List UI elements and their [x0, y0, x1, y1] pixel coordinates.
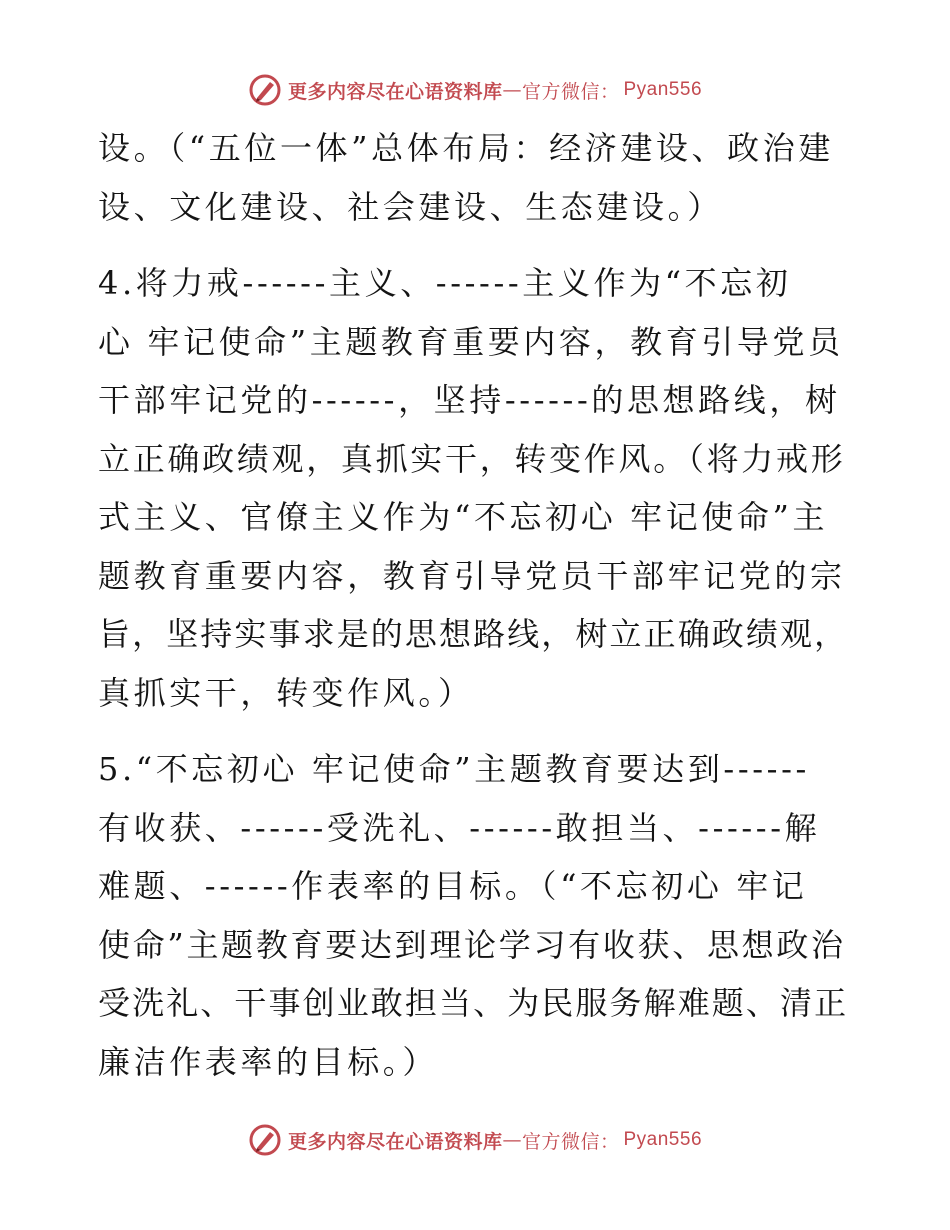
text-line: 4.将力戒------主义、------主义作为“不忘初 — [98, 264, 792, 302]
banner-title: 更多内容尽在心语资料库 — [287, 80, 503, 103]
banner-wechat-id: Pyan556 — [623, 79, 703, 100]
text-line: 设。（“五位一体”总体布局：经济建设、政治建 — [98, 129, 834, 167]
text-line: 式主义、官僚主义作为“不忘初心 牢记使命”主 — [98, 498, 829, 536]
text-line: 设、文化建设、社会建设、生态建设。） — [98, 187, 723, 226]
text-line: 难题、------作表率的目标。（“不忘初心 牢记 — [98, 867, 808, 905]
pen-logo-icon — [248, 73, 282, 107]
banner-separator: — — [502, 79, 522, 101]
text-line: 立正确政绩观，真抓实干，转变作风。（将力戒形 — [98, 439, 846, 478]
text-line: 旨，坚持实事求是的思想路线，树立正确政绩观， — [98, 615, 849, 653]
document-body — [98, 119, 850, 1091]
text-line: 有收获、------受洗礼、------敢担当、------解 — [98, 808, 821, 847]
paragraph-question-4 — [98, 254, 850, 722]
text-line: 真抓实干，转变作风。） — [98, 673, 474, 712]
footer-banner — [0, 1120, 950, 1160]
paragraph-3-continuation — [98, 119, 850, 236]
banner-separator: — — [502, 1129, 522, 1151]
text-line: 使命”主题教育要达到理论学习有收获、思想政治 — [98, 925, 846, 964]
text-line: 廉洁作表率的目标。） — [98, 1042, 439, 1081]
text-line: 题教育重要内容，教育引导党员干部牢记党的宗 — [98, 556, 846, 595]
pen-logo-icon — [248, 1123, 282, 1157]
header-banner — [0, 70, 950, 110]
banner-official-label: 官方微信： — [521, 80, 620, 103]
paragraph-question-5 — [98, 740, 850, 1091]
banner-wechat-id: Pyan556 — [623, 1129, 703, 1150]
text-line: 5.“不忘初心 牢记使命”主题教育要达到------ — [98, 750, 810, 788]
text-line: 受洗礼、干事创业敢担当、为民服务解难题、清正 — [98, 984, 849, 1022]
banner-title: 更多内容尽在心语资料库 — [287, 1130, 503, 1153]
text-line: 心 牢记使命”主题教育重要内容，教育引导党员 — [98, 322, 844, 361]
text-line: 干部牢记党的------，坚持------的思想路线，树 — [98, 381, 841, 419]
banner-official-label: 官方微信： — [521, 1130, 620, 1153]
